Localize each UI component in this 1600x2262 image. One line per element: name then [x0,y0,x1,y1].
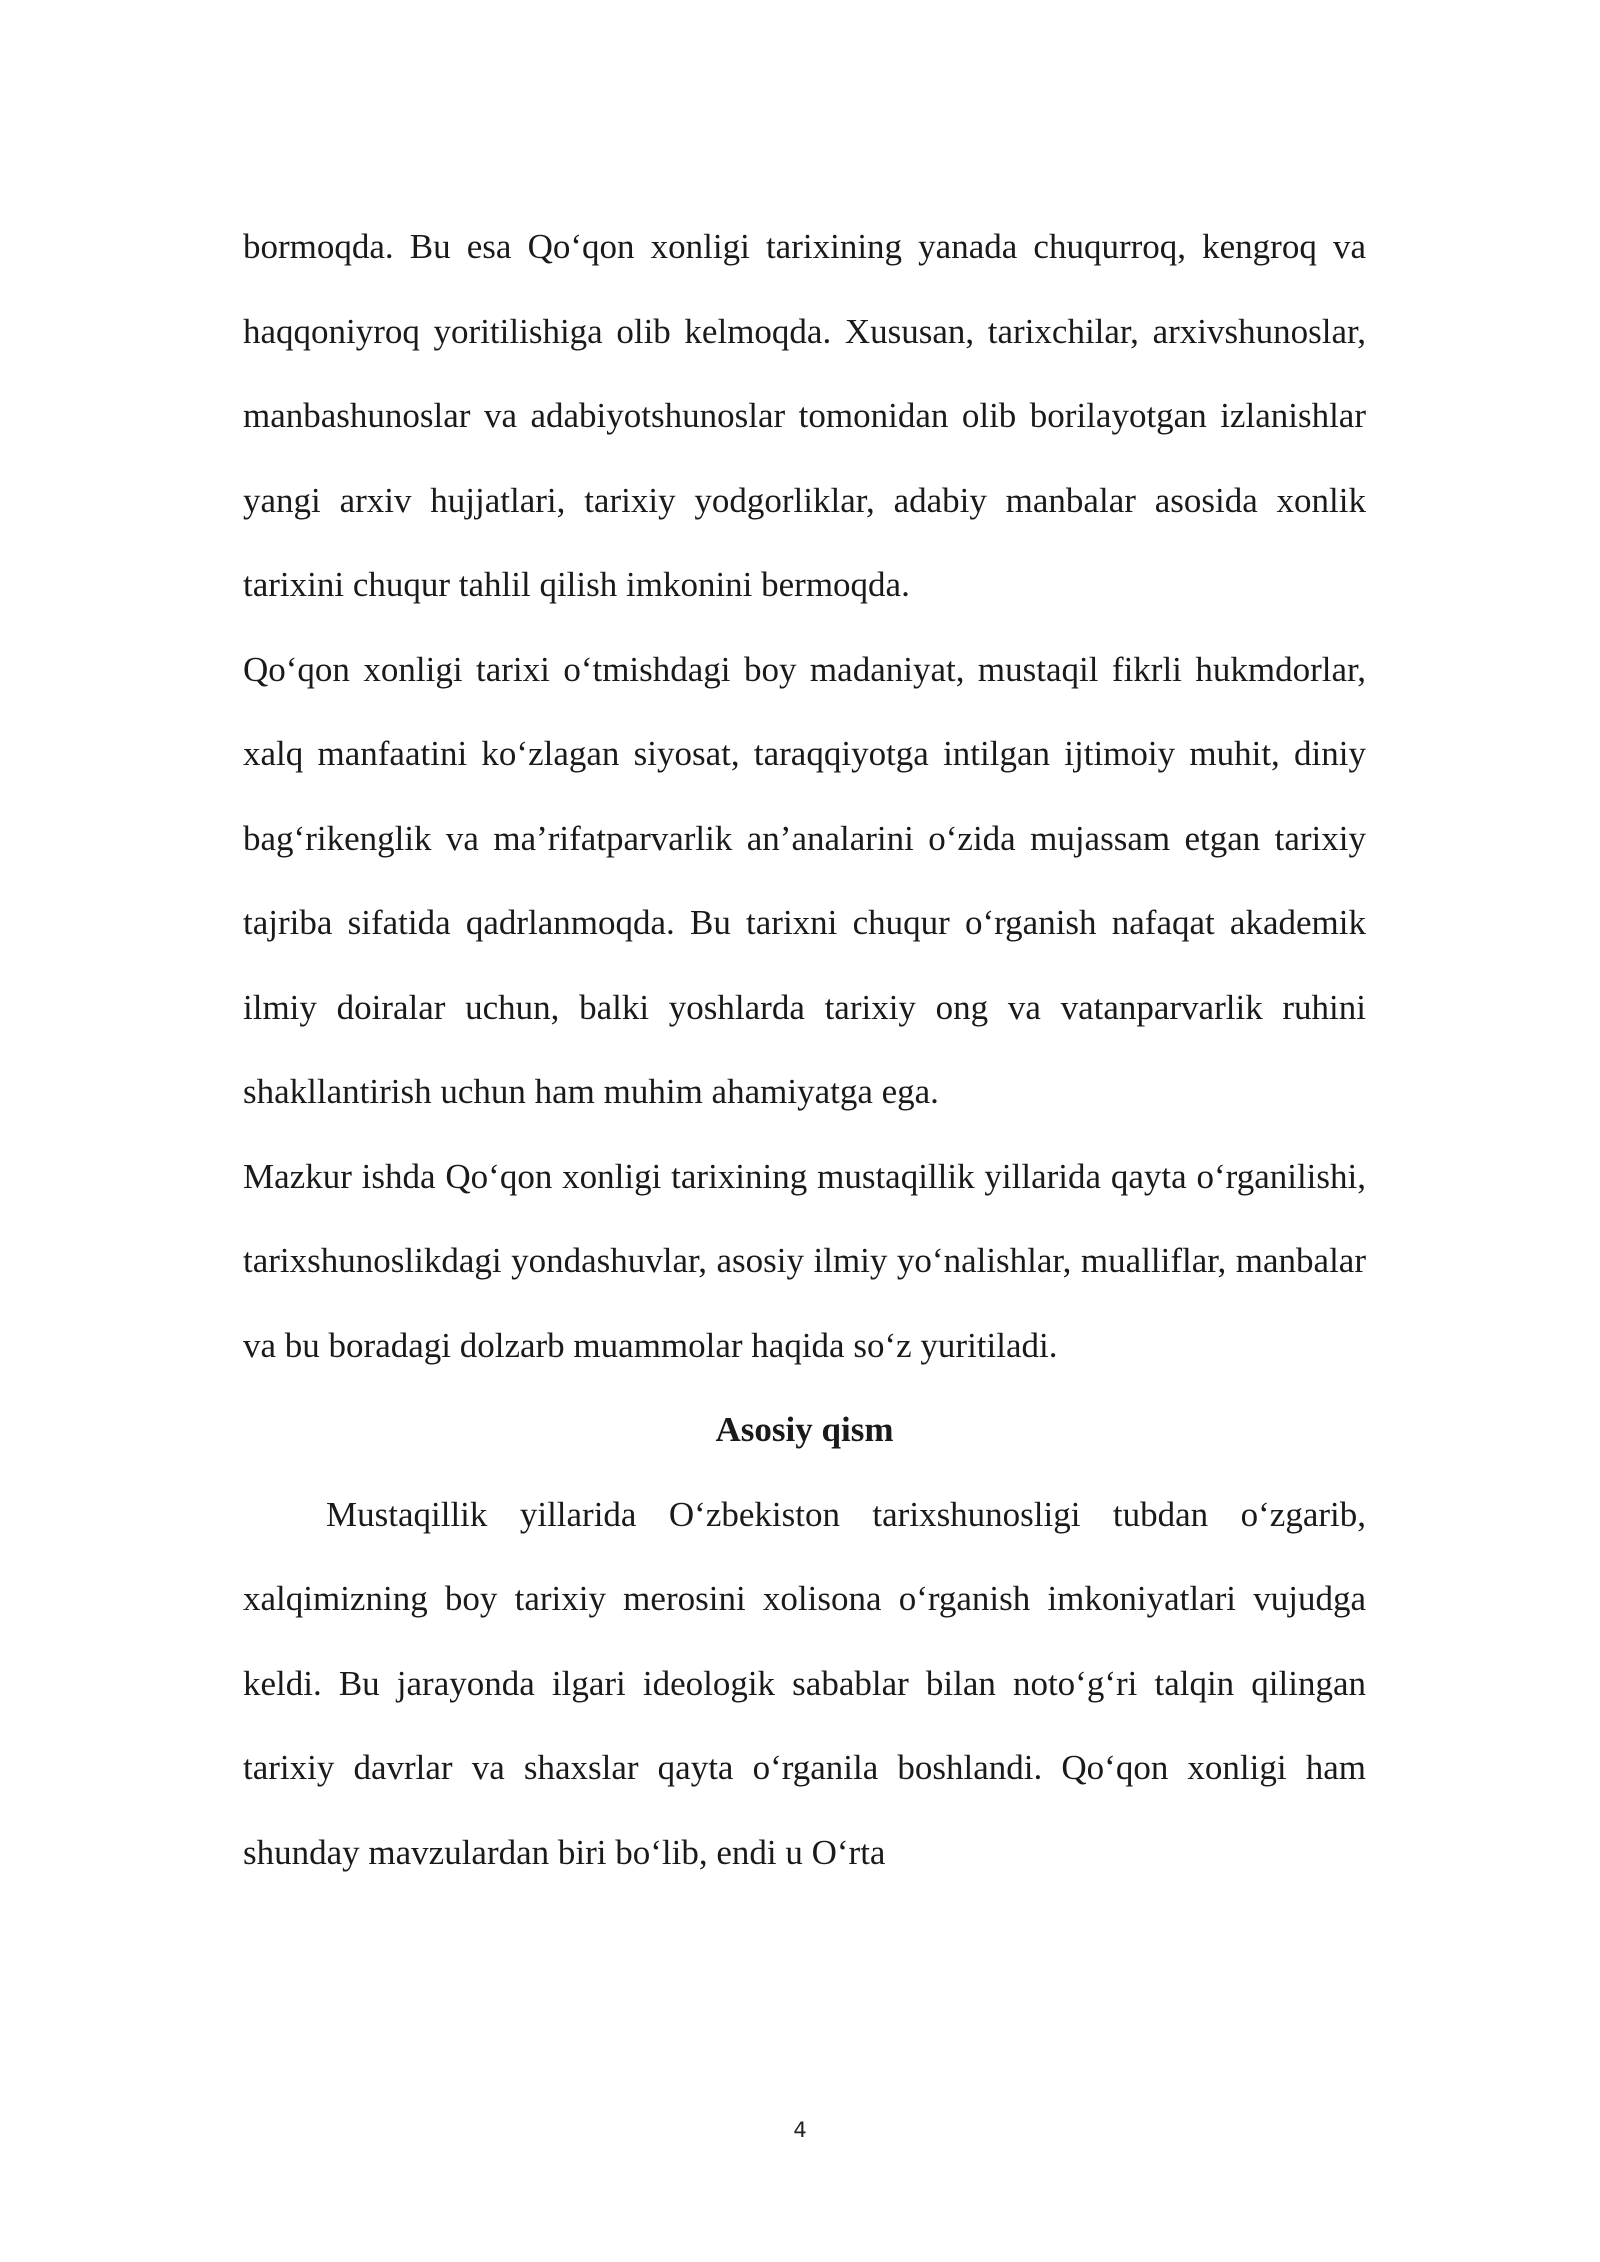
body-text [243,205,1366,1895]
section-heading: Asosiy qism [715,1410,894,1449]
paragraph-historical-value: Qo‘qon xonligi tarixi o‘tmishdagi boy madaniyat, mustaqil fikrli hukmdorlar, xalq manfaatini ko‘zlagan siyosat, taraqqiyotga intilgan ijtimoiy muhit, diniy bag‘rikenglik va ma’rifatparvarlik an’analarini o‘zida mujassam etgan tarixiy tajriba sifatida qadrlanmoqda. Bu tarixni chuqur o‘rganish nafaqat akademik ilmiy doiralar uchun, balki yoshlarda tarixiy ong va vatanparvarlik ruhini shakllantirish uchun ham muhim ahamiyatga ega. [243,649,1366,1111]
paragraph-continuation: bormoqda. Bu esa Qo‘qon xonligi tarixining yanada chuqurroq, kengroq va haqqoniyroq yoritilishiga olib kelmoqda. Xususan, tarixchilar, arxivshunoslar, manbashunoslar va adabiyotshunoslar tomonidan olib borilayotgan izlanishlar yangi arxiv hujjatlari, tarixiy yodgorliklar, adabiy manbalar asosida xonlik tarixini chuqur tahlil qilish imkonini bermoqda. [243,227,1366,604]
page-number: 4 [793,2118,807,2142]
paragraph-main-part: Mustaqillik yillarida O‘zbekiston tarixshunosligi tubdan o‘zgarib, xalqimizning boy tarixiy merosini xolisona o‘rganish imkoniyatlari vujudga keldi. Bu jarayonda ilgari ideologik sabablar bilan noto‘g‘ri talqin qilingan tarixiy davrlar va shaxslar qayta o‘rganila boshlandi. Qo‘qon xonligi ham shunday mavzulardan biri bo‘lib, endi u O‘rta [243,1494,1366,1872]
paragraph-work-scope: Mazkur ishda Qo‘qon xonligi tarixining mustaqillik yillarida qayta o‘rganilishi, tarixshunoslikdagi yondashuvlar, asosiy ilmiy yo‘nalishlar, mualliflar, manbalar va bu boradagi dolzarb muammolar haqida so‘z yuritiladi. [243,1156,1366,1365]
